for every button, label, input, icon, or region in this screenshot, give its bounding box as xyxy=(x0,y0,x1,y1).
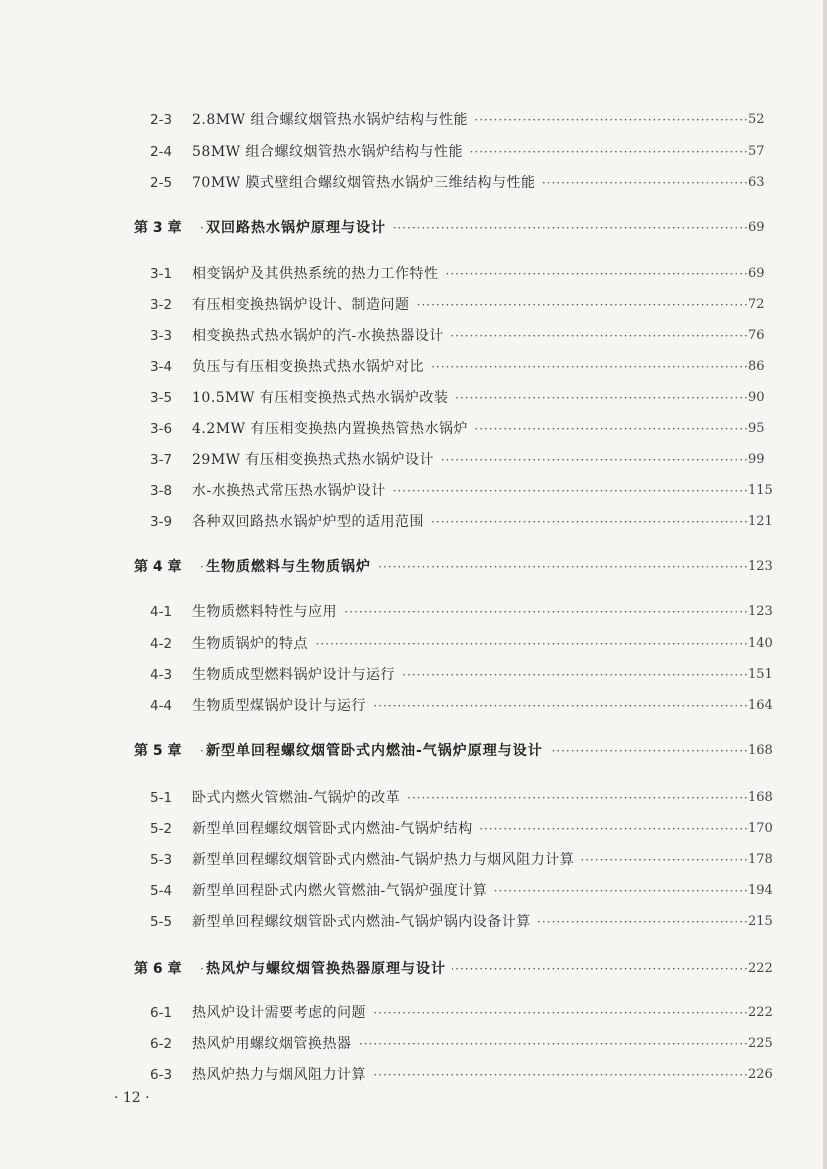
entry-title: 水-水换热式常压热水锅炉设计 xyxy=(192,477,392,505)
entry-title: 热风炉设计需要考虑的问题 xyxy=(192,999,372,1027)
toc-entry xyxy=(0,138,827,166)
entry-number: 4-2 xyxy=(150,636,173,652)
chapter-title: 新型单回程螺纹烟管卧式内燃油-气锅炉原理与设计 xyxy=(206,737,549,765)
entry-page: 72 xyxy=(748,291,772,319)
toc-entry xyxy=(0,1061,827,1089)
chapter-heading xyxy=(0,214,827,242)
entry-title: 相变锅炉及其供热系统的热力工作特性 xyxy=(192,260,445,288)
entry-page: 168 xyxy=(748,737,772,765)
chapter-title: 热风炉与螺纹烟管换热器原理与设计 xyxy=(206,955,452,983)
entry-number: 3-8 xyxy=(150,483,173,499)
entry-page: 86 xyxy=(748,353,772,381)
entry-page: 178 xyxy=(748,846,772,874)
entry-title: 29MW 有压相变换热式热水锅炉设计 xyxy=(192,446,440,474)
toc-entry xyxy=(0,815,827,843)
entry-page: 123 xyxy=(748,598,772,626)
entry-title: 58MW 组合螺纹烟管热水锅炉结构与性能 xyxy=(192,138,469,166)
entry-number: 6-1 xyxy=(150,1005,173,1021)
entry-title: 热风炉用螺纹烟管换热器 xyxy=(192,1030,358,1058)
toc-entry xyxy=(0,291,827,319)
entry-title: 10.5MW 有压相变换热式热水锅炉改装 xyxy=(192,384,454,412)
toc-entry xyxy=(0,784,827,812)
entry-number: 3-2 xyxy=(150,297,173,313)
entry-number: 5-2 xyxy=(150,821,173,837)
entry-title: 新型单回程螺纹烟管卧式内燃油-气锅炉热力与烟风阻力计算 xyxy=(192,846,580,874)
entry-number: 3-4 xyxy=(150,359,173,375)
entry-page: 215 xyxy=(748,908,772,936)
entry-number: 2-5 xyxy=(150,175,173,191)
entry-title: 新型单回程卧式内燃火管燃油-气锅炉强度计算 xyxy=(192,877,493,905)
page-number: · 12 · xyxy=(114,1090,150,1106)
entry-page: 52 xyxy=(748,106,772,134)
entry-page: 140 xyxy=(748,630,772,658)
chapter-number: 第 3 章 xyxy=(134,220,182,236)
entry-page: 121 xyxy=(748,508,772,536)
entry-number: 4-4 xyxy=(150,698,173,714)
entry-page: 226 xyxy=(748,1061,772,1089)
entry-page: 69 xyxy=(748,214,772,242)
entry-number: 3-9 xyxy=(150,514,173,530)
toc-entry xyxy=(0,999,827,1027)
entry-title: 各种双回路热水锅炉炉型的适用范围 xyxy=(192,508,430,536)
entry-title: 2.8MW 组合螺纹烟管热水锅炉结构与性能 xyxy=(192,106,474,134)
chapter-heading xyxy=(0,553,827,581)
entry-title: 生物质燃料特性与应用 xyxy=(192,598,343,626)
entry-number: 6-3 xyxy=(150,1067,173,1083)
chapter-number: 第 4 章 xyxy=(134,559,182,575)
entry-page: 164 xyxy=(748,692,772,720)
toc-entry xyxy=(0,415,827,443)
chapter-number: 第 6 章 xyxy=(134,961,182,977)
chapter-number: 第 5 章 xyxy=(134,743,182,759)
toc-entry xyxy=(0,508,827,536)
entry-number: 3-6 xyxy=(150,421,173,437)
entry-number: 3-5 xyxy=(150,390,173,406)
entry-title: 新型单回程螺纹烟管卧式内燃油-气锅炉锅内设备计算 xyxy=(192,908,537,936)
entry-title: 卧式内燃火管燃油-气锅炉的改革 xyxy=(192,784,406,812)
entry-page: 90 xyxy=(748,384,772,412)
entry-title: 4.2MW 有压相变换热内置换热管热水锅炉 xyxy=(192,415,474,443)
toc-entry xyxy=(0,1030,827,1058)
entry-title: 生物质锅炉的特点 xyxy=(192,630,314,658)
toc-entry xyxy=(0,598,827,626)
toc-entry xyxy=(0,384,827,412)
toc-entry xyxy=(0,446,827,474)
entry-page: 95 xyxy=(748,415,772,443)
entry-page: 168 xyxy=(748,784,772,812)
entry-page: 225 xyxy=(748,1030,772,1058)
entry-page: 57 xyxy=(748,138,772,166)
entry-title: 负压与有压相变换热式热水锅炉对比 xyxy=(192,353,430,381)
entry-number: 3-1 xyxy=(150,266,173,282)
entry-page: 151 xyxy=(748,661,772,689)
entry-title: 相变换热式热水锅炉的汽-水换热器设计 xyxy=(192,322,450,350)
entry-number: 2-3 xyxy=(150,112,173,128)
entry-title: 新型单回程螺纹烟管卧式内燃油-气锅炉结构 xyxy=(192,815,479,843)
entry-title: 生物质型煤锅炉设计与运行 xyxy=(192,692,372,720)
entry-number: 5-3 xyxy=(150,852,173,868)
entry-page: 222 xyxy=(748,999,772,1027)
entry-number: 6-2 xyxy=(150,1036,173,1052)
entry-number: 3-7 xyxy=(150,452,173,468)
entry-number: 3-3 xyxy=(150,328,173,344)
entry-page: 76 xyxy=(748,322,772,350)
entry-page: 123 xyxy=(748,553,772,581)
entry-title: 70MW 膜式壁组合螺纹烟管热水锅炉三维结构与性能 xyxy=(192,169,542,197)
entry-page: 194 xyxy=(748,877,772,905)
entry-page: 99 xyxy=(748,446,772,474)
toc-entry xyxy=(0,692,827,720)
toc-entry xyxy=(0,322,827,350)
entry-title: 热风炉热力与烟风阻力计算 xyxy=(192,1061,372,1089)
chapter-title: 双回路热水锅炉原理与设计 xyxy=(206,214,392,242)
entry-number: 5-4 xyxy=(150,883,173,899)
entry-number: 2-4 xyxy=(150,144,173,160)
toc-entry xyxy=(0,260,827,288)
entry-page: 222 xyxy=(748,955,772,983)
toc-entry xyxy=(0,877,827,905)
toc-entry xyxy=(0,661,827,689)
entry-title: 生物质成型燃料锅炉设计与运行 xyxy=(192,661,401,689)
chapter-heading xyxy=(0,955,827,983)
toc-entry xyxy=(0,353,827,381)
toc-entry xyxy=(0,106,827,134)
entry-number: 5-1 xyxy=(150,790,173,806)
entry-page: 115 xyxy=(748,477,772,505)
toc-entry xyxy=(0,846,827,874)
entry-page: 170 xyxy=(748,815,772,843)
entry-number: 5-5 xyxy=(150,914,173,930)
toc-entry xyxy=(0,908,827,936)
entry-number: 4-1 xyxy=(150,604,173,620)
toc-entry xyxy=(0,169,827,197)
entry-title: 有压相变换热锅炉设计、制造问题 xyxy=(192,291,416,319)
entry-page: 63 xyxy=(748,169,772,197)
chapter-title: 生物质燃料与生物质锅炉 xyxy=(206,553,377,581)
chapter-heading xyxy=(0,737,827,765)
entry-page: 69 xyxy=(748,260,772,288)
toc-entry xyxy=(0,630,827,658)
entry-number: 4-3 xyxy=(150,667,173,683)
toc-entry xyxy=(0,477,827,505)
